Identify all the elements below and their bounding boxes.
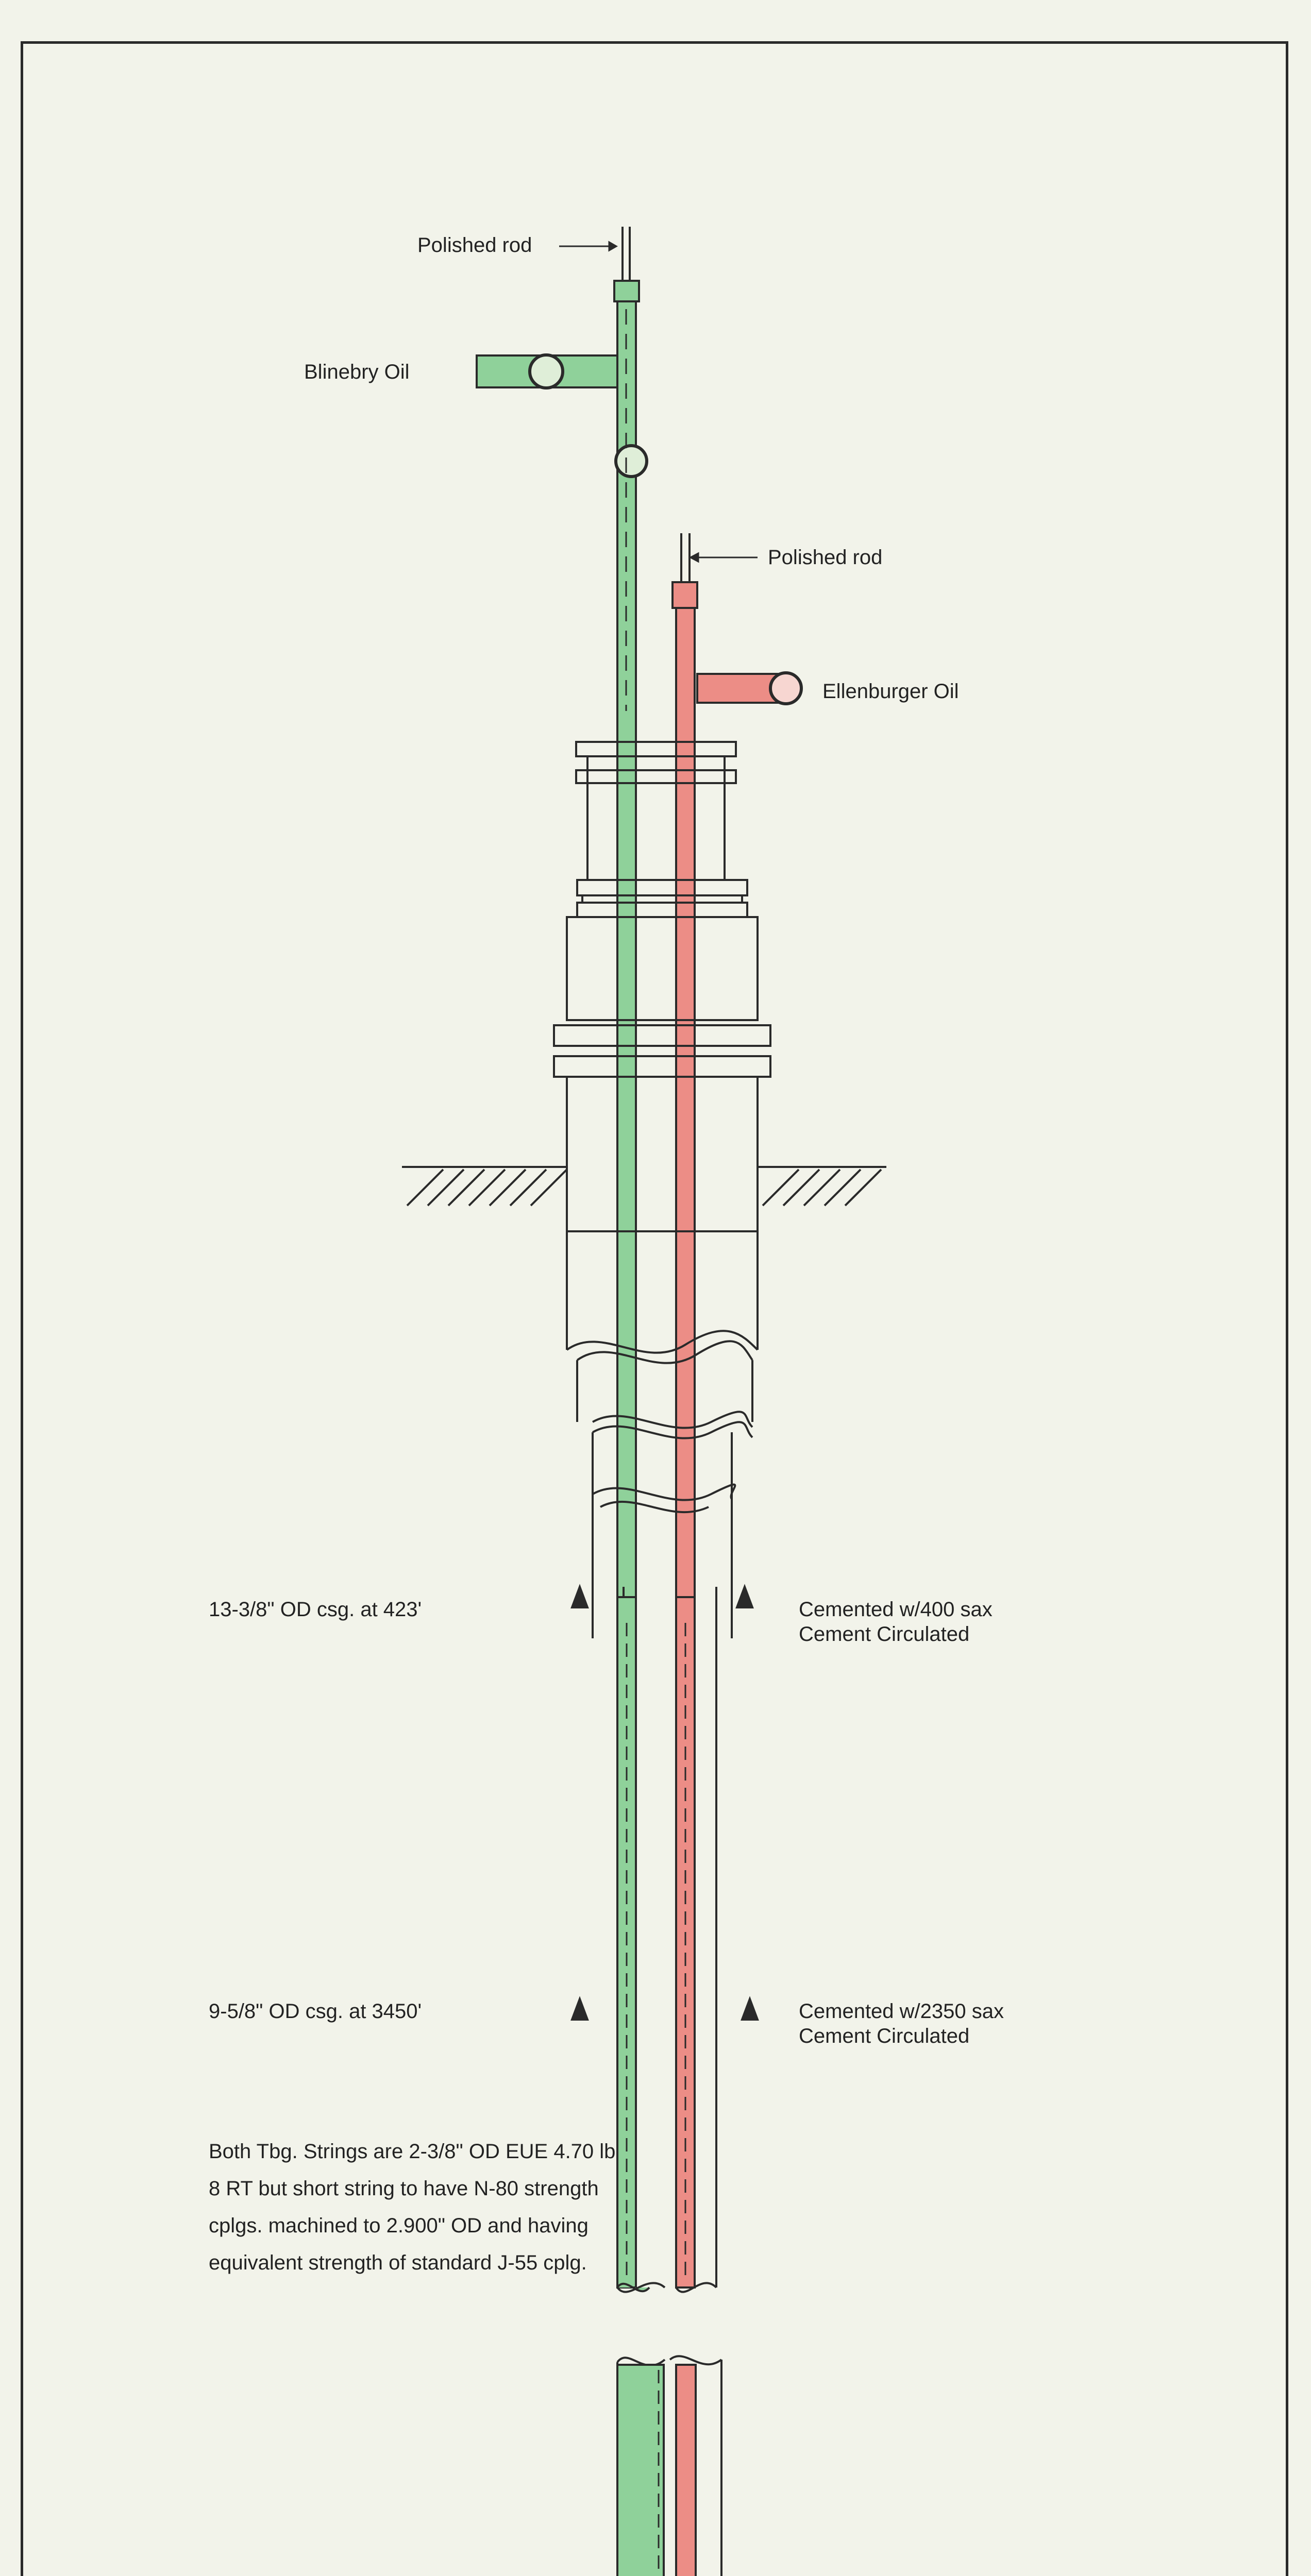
- ellenburger-oil-label: Ellenburger Oil: [822, 680, 959, 703]
- cemented-2350-label-1: Cemented w/2350 sax: [799, 2000, 1004, 2023]
- casing-shoe-13-3-8: [572, 1587, 752, 1607]
- polished-rod-label-2: Polished rod: [768, 546, 883, 569]
- ellenburger-valve: [770, 673, 801, 704]
- cemented-400-label-2: Cement Circulated: [799, 1623, 970, 1646]
- lower-section: [608, 2356, 731, 2576]
- blinebry-wellhead: [477, 227, 647, 1597]
- cemented-2350-label-2: Cement Circulated: [799, 2025, 970, 2047]
- cemented-400-label-1: Cemented w/400 sax: [799, 1598, 993, 1621]
- surface-casing: [567, 1231, 758, 2287]
- blinebry-oil-label: Blinebry Oil: [304, 361, 410, 383]
- ground-surface: [402, 1167, 886, 1206]
- blinebry-valve-1: [530, 355, 563, 388]
- blinebry-valve-2: [616, 446, 647, 477]
- polished-rod-label-1: Polished rod: [417, 234, 532, 257]
- wellhead-assembly: [554, 742, 770, 1231]
- csg-13-3-8-label: 13-3/8" OD csg. at 423': [209, 1598, 422, 1621]
- csg-9-5-8-label: 9-5/8" OD csg. at 3450': [209, 2000, 422, 2023]
- tubing-strings-note: Both Tbg. Strings are 2-3/8" OD EUE 4.70 lb 8 RT but short string to have N-80 strength cplgs. machined to 2.900" OD and having equivalent strength of standard J-55 cplg.: [209, 2140, 616, 2274]
- casing-shoe-9-5-8: [572, 1999, 758, 2020]
